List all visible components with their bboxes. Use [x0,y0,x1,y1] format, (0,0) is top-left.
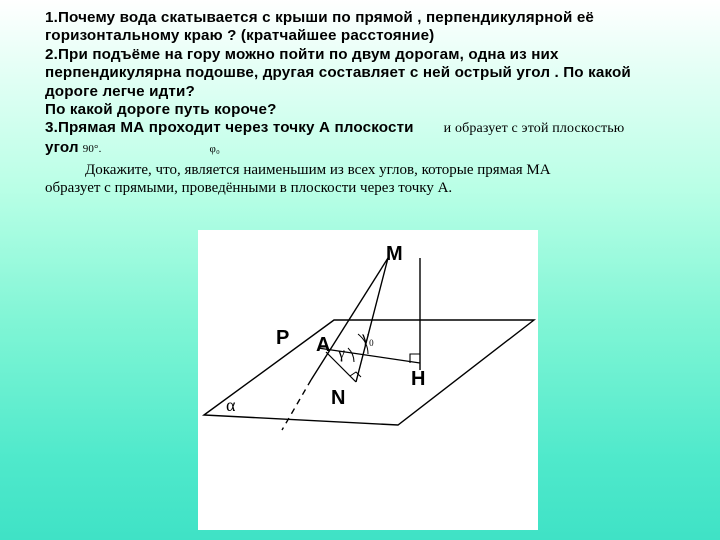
angle-arc-gamma [348,348,354,362]
label-gamma0: $\gamma_0$ [362,329,374,348]
label-gamma: γ [338,345,346,362]
line-AH [318,348,420,363]
phi-zero-symbol: φ₀ [209,142,220,155]
problem-3-text-b: и образует с этой плоскостью [443,121,625,137]
line-MA-dashed [282,380,311,430]
problem-2-line-4: По какой дороге путь короче? [45,101,277,119]
problem-1-line-2: горизонтальному краю ? (кратчайшее расстояние) [45,27,435,45]
problem-2-line-1: 2.При подъёме на гору можно пойти по двум дорогам, одна из них [45,45,559,63]
label-H: H [411,368,426,390]
theorem-line-1: Докажите, что, является наименьшим из всех углов, которые прямая МА [85,162,551,178]
problem-2-line-2: перпендикулярна подошве, другая составляет с ней острый угол . По какой [45,64,631,82]
theorem-line-2: образует с прямыми, проведёнными в плоскости через точку А. [45,180,453,196]
geometry-diagram [198,230,538,530]
problem-3-line-2 [45,139,695,158]
problem-1-line-1: 1.Почему вода скатывается с крыши по прямой , перпендикулярной её [45,9,595,26]
problem-3-angle-value: 90°. [82,142,102,155]
problem-3-line-1 [45,119,695,138]
label-alpha: α [226,395,236,415]
problem-2-line-3: дороге легче идти? [45,82,195,100]
label-N: N [331,387,346,409]
label-M: M [386,243,403,265]
line-MA [311,258,388,380]
problem-3-text-a: 3.Прямая МА проходит через точку А плоскости [45,119,414,137]
problem-text [45,9,695,158]
geometry-figure [198,230,538,530]
label-A: A [316,334,331,356]
theorem-text [45,161,695,197]
problem-3-angle-word: угол [45,138,79,156]
right-angle-N [350,372,361,377]
label-P: P [276,327,290,349]
